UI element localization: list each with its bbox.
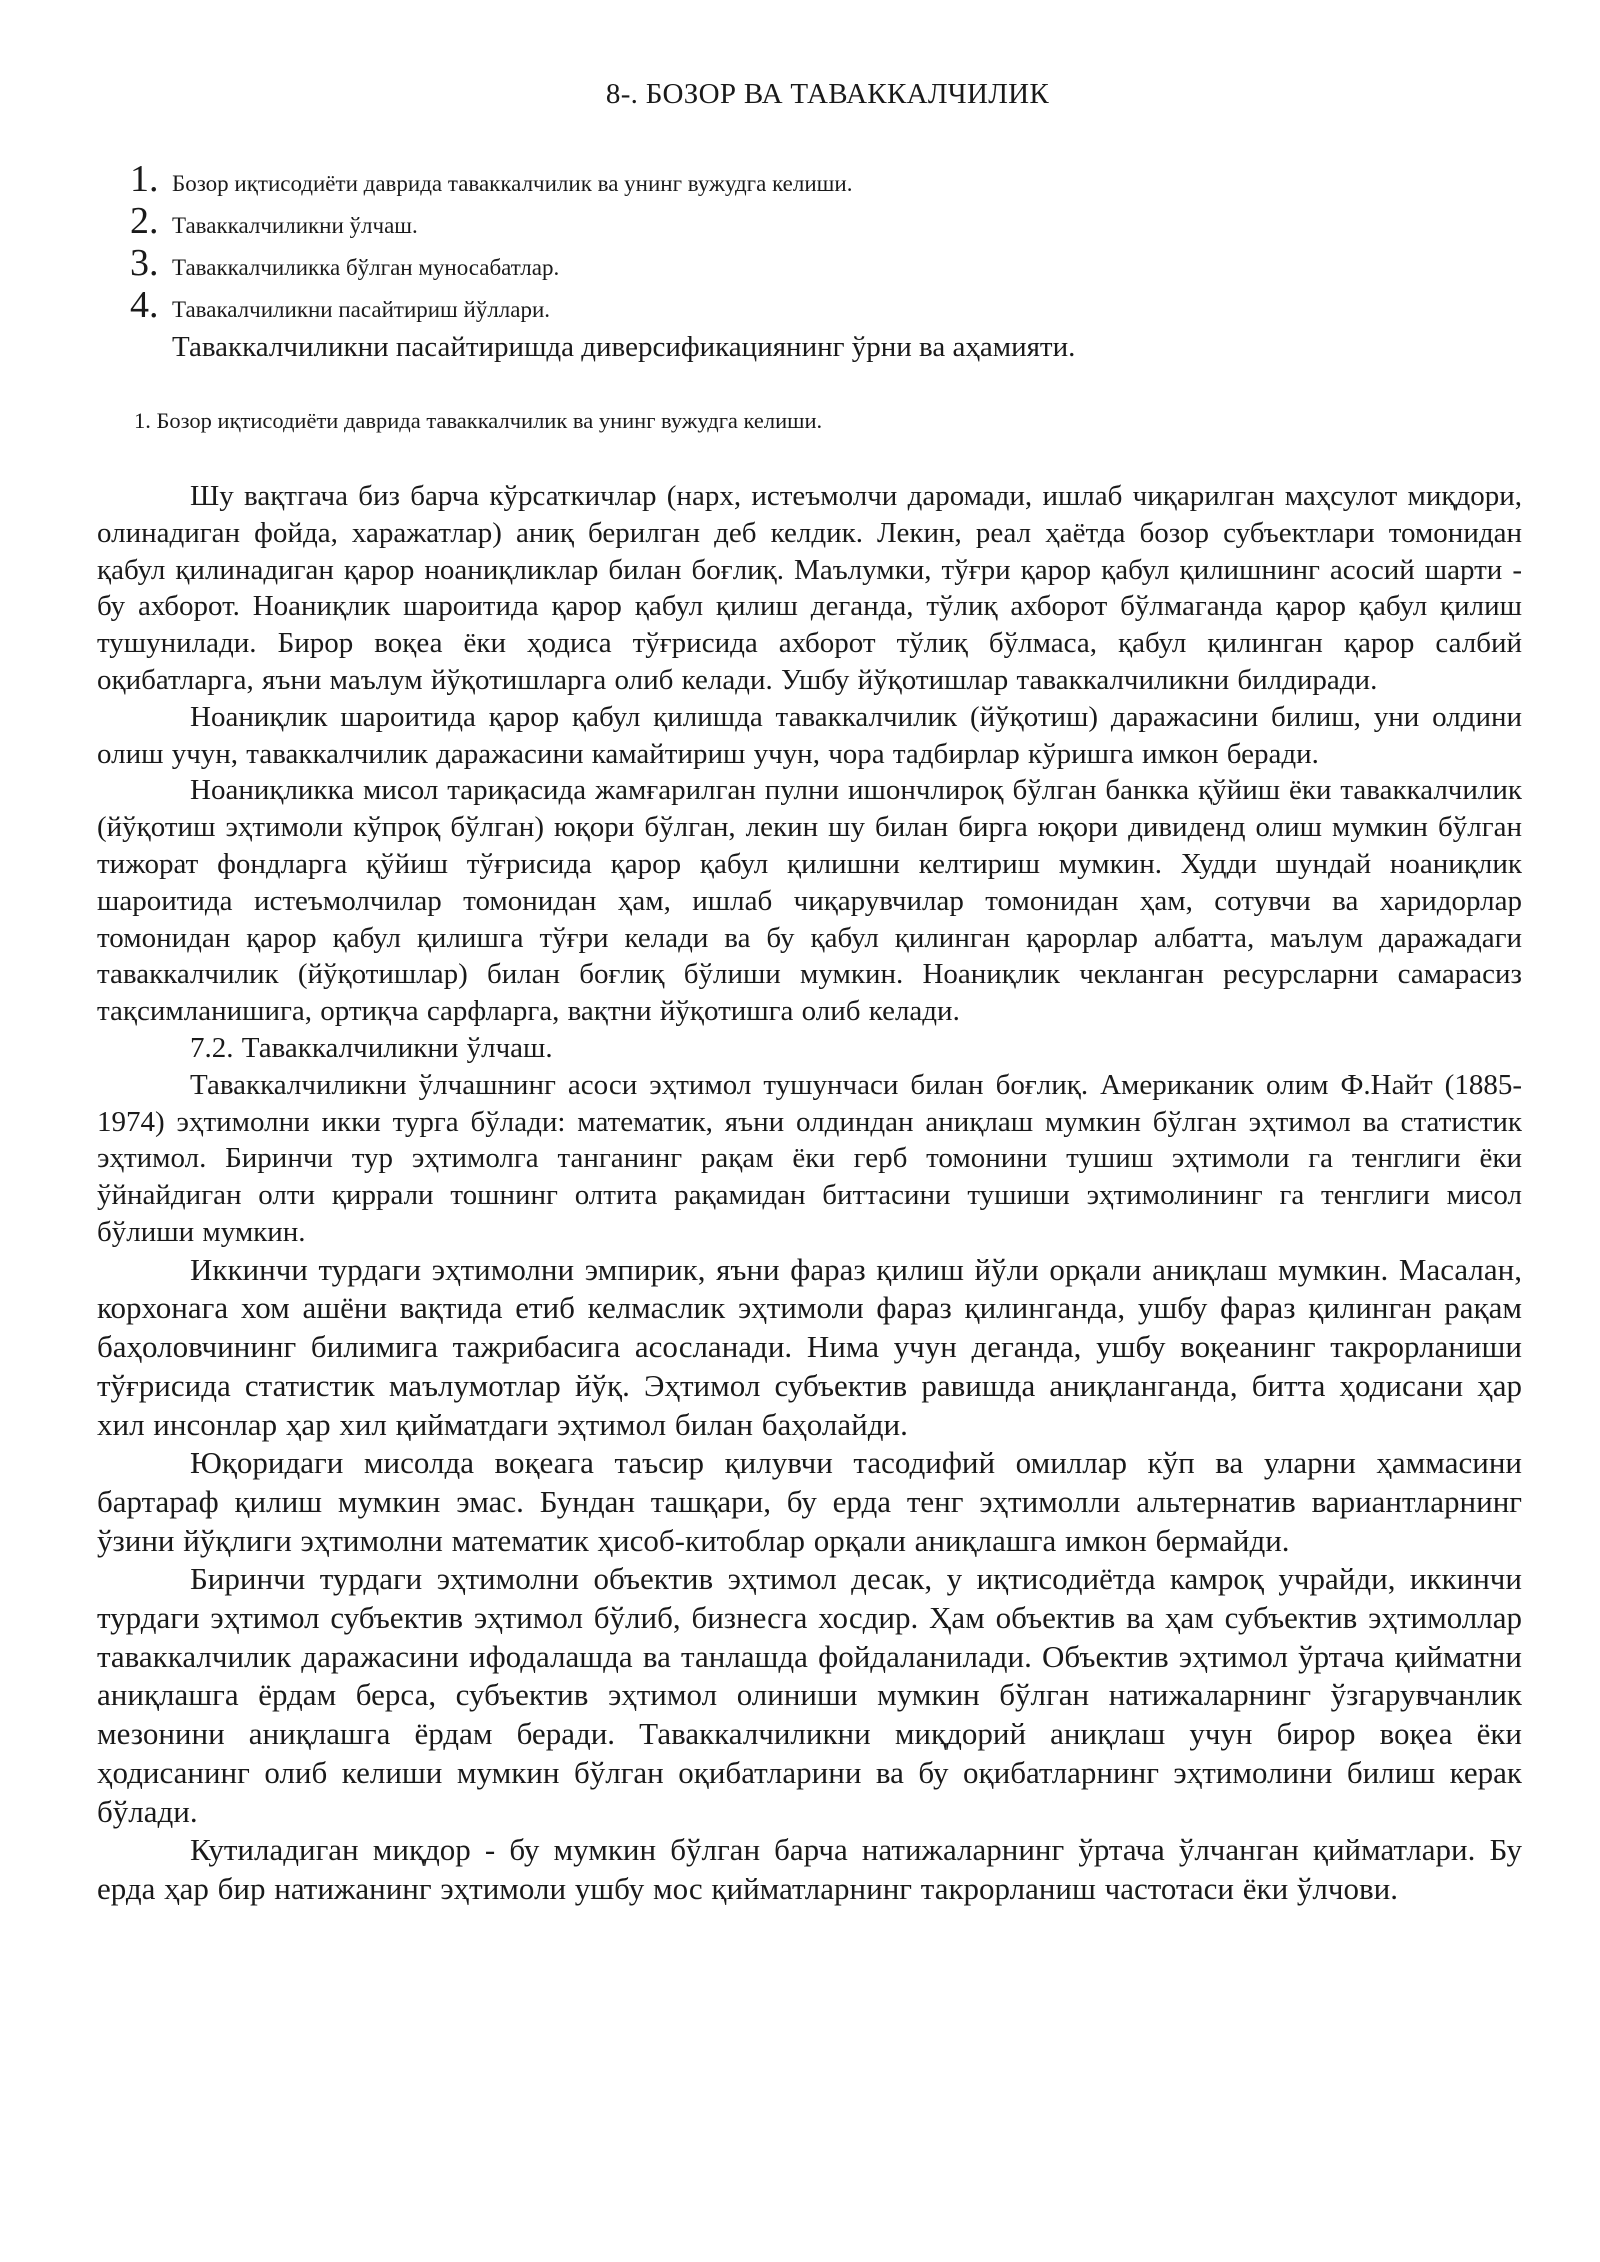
outline-number: 4. [130, 284, 159, 326]
paragraph: Таваккалчиликни ўлчашнинг асоси эҳтимол тушунчаси билан боғлиқ. Американик олим Ф.Найт (1885-1974) эҳтимолни икки турга бўлади: математик, яъни олдиндан аниқлаш мумкин бўлган эҳтимол ва статистик эҳтимол. Биринчи тур эҳтимолга танганинг рақам ёки герб томонини тушиш эҳтимоли га тенглиги ёки ўйнайдиган олти қиррали тошнинг олтита рақамидан биттасини тушиши эҳтимолининг га тенглиги мисол бўлиши мумкин. [97, 1068, 1522, 1248]
outline-number: 2. [130, 200, 159, 242]
topic-outline [130, 158, 1530, 366]
outline-number: 1. [130, 158, 159, 200]
outline-text: Тавакалчиликни пасайтириш йўллари. [172, 297, 551, 322]
outline-item [130, 200, 1530, 242]
paragraph: Биринчи турдаги эҳтимолни объектив эҳтимол десак, у иқтисодиётда камроқ учрайди, иккинчи турдаги эҳтимол субъектив эҳтимол бўлиб, бизнесга хосдир. Ҳам объектив ва ҳам субъектив эҳтимоллар таваккалчилик даражасини ифодалашда ва танлашда фойдаланилади. Объектив эҳтимол ўртача қийматни аниқлашга ёрдам берса, субъектив эҳтимол олиниши мумкин бўлган натижаларнинг ўзгарувчанлик мезонини аниқлашга ёрдам беради. Таваккалчиликни миқдорий аниқлаш учун бирор воқеа ёки ҳодисанинг олиб келиши мумкин бўлган оқибатларини ва бу оқибатларнинг эҳтимолини билиш керак бўлади. [97, 1561, 1522, 1829]
body-text [97, 478, 1522, 1909]
paragraph: Юқоридаги мисолда воқеага таъсир қилувчи тасодифий омиллар кўп ва уларни ҳаммасини бартараф қилиш мумкин эмас. Бундан ташқари, бу ерда тенг эҳтимолли альтернатив вариантларнинг ўзини йўқлиги эҳтимолни математик ҳисоб-китоблар орқали аниқлашга имкон бермайди. [97, 1445, 1522, 1558]
paragraph: Иккинчи турдаги эҳтимолни эмпирик, яъни фараз қилиш йўли орқали аниқлаш мумкин. Масалан, корхонага хом ашёни вақтида етиб келмаслик эҳтимоли фараз қилинганда, ушбу фараз қилинган рақам баҳоловчининг билимига тажрибасига асосланади. Нима учун деганда, ушбу воқеанинг такрорланиши тўғрисида статистик маълумотлар йўқ. Эҳтимол субъектив равишда аниқланганда, битта ҳодисани ҳар хил инсонлар ҳар хил қийматдаги эҳтимол билан баҳолайди. [97, 1251, 1522, 1442]
paragraph: Шу вақтгача биз барча кўрсаткичлар (нарх, истеъмолчи даромади, ишлаб чиқарилган маҳсулот миқдори, олинадиган фойда, харажатлар) аниқ берилган деб келдик. Лекин, реал ҳаётда бозор субъектлари томонидан қабул қилинадиган қарор ноаниқликлар билан боғлиқ. Маълумки, тўғри қарор қабул қилишнинг асосий шарти - бу ахборот. Ноаниқлик шароитида қарор қабул қилиш деганда, тўлиқ ахборот бўлмаганда қарор қабул қилиш тушунилади. Бирор воқеа ёки ҳодиса тўғрисида ахборот тўлиқ бўлмаса, қабул қилинган қарор салбий оқибатларга, яъни маълум йўқотишларга олиб келади. Ушбу йўқотишлар таваккалчиликни билдиради. [97, 480, 1522, 696]
outline-item [130, 242, 1530, 284]
outline-text: Таваккалчиликка бўлган муносабатлар. [172, 255, 560, 280]
paragraph: Ноаниқлик шароитида қарор қабул қилишда таваккалчилик (йўқотиш) даражасини билиш, уни олдини олиш учун, таваккалчилик даражасини камайтириш учун, чора тадбирлар кўришга имкон беради. [97, 700, 1522, 770]
section-heading: 7.2. Таваккалчиликни ўлчаш. [190, 1031, 553, 1064]
outline-number: 3. [130, 242, 159, 284]
outline-text: Бозор иқтисодиёти даврида таваккалчилик ва унинг вужудга келиши. [172, 171, 853, 196]
paragraph: Кутиладиган миқдор - бу мумкин бўлган барча натижаларнинг ўртача ўлчанган қийматлари. Бу ерда ҳар бир натижанинг эҳтимоли ушбу мос қийматларнинг такрорланиш частотаси ёки ўлчови. [97, 1832, 1522, 1906]
paragraph: Ноаниқликка мисол тариқасида жамғарилган пулни ишончлироқ бўлган банкка қўйиш ёки таваккалчилик (йўқотиш эҳтимоли кўпроқ бўлган) юқори бўлган, лекин шу билан бирга юқори дивиденд олиш мумкин бўлган тижорат фондларга қўйиш тўғрисида қарор қабул қилишни келтириш мумкин. Худди шундай ноаниқлик шароитида истеъмолчилар томонидан ҳам, ишлаб чиқарувчилар томонидан ҳам, сотувчи ва харидорлар томонидан қарор қабул қилишга тўғри келади ва бу қабул қилинган қарорлар албатта, маълум даражадаги таваккалчилик (йўқотишлар) билан боғлиқ бўлиши мумкин. Ноаниқлик чекланган ресурсларни самарасиз тақсимланишига, ортиқча сарфларга, вақтни йўқотишга олиб келади. [97, 774, 1522, 1028]
outline-item [130, 158, 1530, 200]
outline-item [130, 284, 1530, 326]
document-title: 8-. БОЗОР ВА ТАВАККАЛЧИЛИК [605, 78, 1050, 110]
section-subheading: 1. Бозор иқтисодиёти даврида таваккалчилик ва унинг вужудга келиши. [134, 408, 823, 433]
outline-text: Таваккалчиликни ўлчаш. [172, 213, 418, 238]
outline-extra-line: Таваккалчиликни пасайтиришда диверсификациянинг ўрни ва аҳамияти. [172, 331, 1076, 363]
